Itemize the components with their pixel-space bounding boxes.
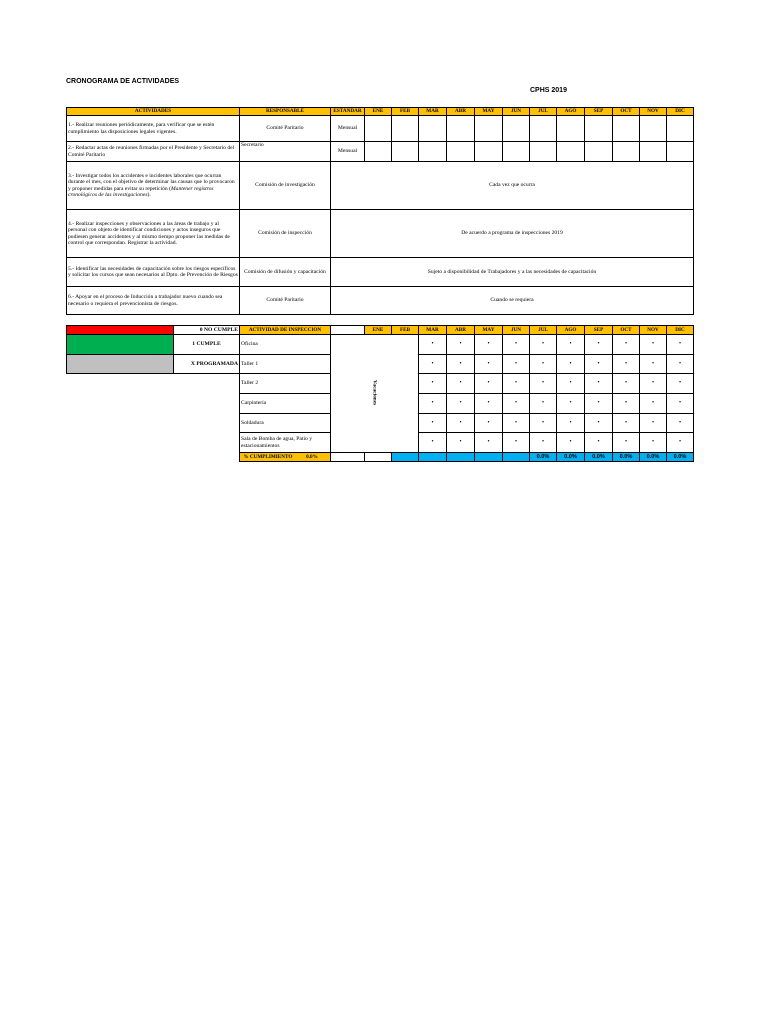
month-cell [613,142,640,162]
legend-no-cumple: 0 NO CUMPLE [174,326,240,335]
activity-text: 6.- Apoyar en el proceso de Inducción a trabajador nuevo cuando sea necesario o requiera el prevencionista de riesgos. [67,287,240,315]
area-cell: Carpintería [240,394,331,414]
pct-cell: 0.0% [585,453,613,462]
scheduled-dot: • [447,394,475,414]
header-actividades: ACTIVIDADES [67,108,240,116]
pct-cell: 0.0% [640,453,667,462]
scheduled-dot: • [613,394,640,414]
pct-cell: 0.0% [667,453,694,462]
inspection-row [67,335,694,355]
scheduled-dot: • [475,355,503,374]
scheduled-dot: • [613,414,640,433]
spacer-cell [67,394,174,414]
scheduled-dot: • [530,374,557,394]
vacation-label: Vacaciones [371,379,378,405]
header-month: MAR [419,108,447,116]
scheduled-dot: • [640,374,667,394]
month-cell [365,142,392,162]
spacer-cell [174,394,240,414]
scheduled-dot: • [613,374,640,394]
month-cell [365,116,392,142]
scheduled-dot: • [475,414,503,433]
scheduled-dot: • [640,433,667,453]
spacer-cell [174,374,240,394]
scheduled-dot: • [530,433,557,453]
cumplimiento-label [240,453,331,462]
scheduled-dot: • [530,335,557,355]
activity-text: 4.- Realizar inspecciones y observaciones a las áreas de trabajo y al personal con objeto de identificar condiciones y actos inseguros que pudiesen generar accidentes y al mismo tiempo proponer las medidas de control que correspondan. Registrar la actividad. [67,210,240,258]
scheduled-dot: • [585,335,613,355]
spacer-cell [174,453,240,462]
scheduled-dot: • [667,374,694,394]
pct-cell [419,453,447,462]
header-month: ABR [447,326,475,335]
cumplimiento-row [67,453,694,462]
month-cell [392,142,419,162]
month-cell [419,116,447,142]
activity-row [67,116,694,142]
header-month: FEB [392,108,419,116]
month-cell [585,116,613,142]
scheduled-dot: • [419,335,447,355]
cumplimiento-label-text: % CUMPLIMIENTO [243,453,293,460]
header-month: JUN [503,108,530,116]
frequency-cell: Sujeto a disponibilidad de Trabajadores y a las necesidades de capacitación [331,258,694,287]
scheduled-dot: • [503,355,530,374]
scheduled-dot: • [503,433,530,453]
scheduled-dot: • [557,374,585,394]
header-month: DIC [667,326,694,335]
area-cell: Oficina [240,335,331,355]
schedule-table [66,107,694,315]
spacer-cell [67,414,174,433]
pct-cell [447,453,475,462]
spacer-cell [331,326,365,335]
month-cell [392,116,419,142]
pct-cell [475,453,503,462]
header-month: ENE [365,326,392,335]
scheduled-dot: • [557,394,585,414]
estandar-cell: Mensual [331,116,365,142]
spacer-cell [67,453,174,462]
month-cell [447,142,475,162]
area-cell: Sala de Bomba de agua, Patio y estacionamientos [240,433,331,453]
header-month: ABR [447,108,475,116]
header-month: FEB [392,326,419,335]
responsable-cell: Comisión de inspección [240,210,331,258]
scheduled-dot: • [667,414,694,433]
pct-cell [392,453,419,462]
scheduled-dot: • [475,335,503,355]
legend-swatch-green [67,335,174,355]
header-month: JUN [503,326,530,335]
blank-cell [331,453,365,462]
month-cell [585,142,613,162]
activity-text: 5.- Identificar las necesidades de capacitación sobre los riesgos específicos y solicitar los cursos que sean necesarios al Dpto. de Prevención de Riesgos [67,258,240,287]
cphs-year-label: CPHS 2019 [530,87,567,94]
frequency-cell: Cada vez que ocurra [331,162,694,210]
scheduled-dot: • [419,374,447,394]
scheduled-dot: • [640,335,667,355]
scheduled-dot: • [557,355,585,374]
header-month: OCT [613,326,640,335]
scheduled-dot: • [667,394,694,414]
activity-text-start: 3.- Investigar todos los accidentes e incidentes laborales que ocurran durante el mes, con el objetivo de determinar las causas que lo provocaron y proponer medidas para evitar su repetición ( [68,172,235,192]
header-month: JUL [530,326,557,335]
scheduled-dot: • [585,374,613,394]
scheduled-dot: • [585,355,613,374]
scheduled-dot: • [640,394,667,414]
scheduled-dot: • [419,394,447,414]
scheduled-dot: • [447,433,475,453]
activity-row [67,258,694,287]
scheduled-dot: • [419,355,447,374]
area-cell: Taller 2 [240,374,331,394]
inspection-header-row [67,326,694,335]
area-cell: Soldadura [240,414,331,433]
frequency-cell: De acuerdo a programa de inspecciones 2019 [331,210,694,258]
header-responsable: RESPONSABLE [240,108,331,116]
pct-cell: 0.0% [613,453,640,462]
scheduled-dot: • [530,355,557,374]
scheduled-dot: • [585,414,613,433]
activity-row [67,162,694,210]
activity-row [67,142,694,162]
scheduled-dot: • [419,433,447,453]
month-cell [640,116,667,142]
header-month: AGO [557,326,585,335]
spacer-cell [67,433,174,453]
header-month: ENE [365,108,392,116]
scheduled-dot: • [447,374,475,394]
activity-text [67,162,240,210]
scheduled-dot: • [640,414,667,433]
activity-row [67,287,694,315]
inspection-table [66,325,694,462]
pct-cell: 0.0% [530,453,557,462]
scheduled-dot: • [530,394,557,414]
month-cell [667,142,694,162]
scheduled-dot: • [667,355,694,374]
scheduled-dot: • [503,374,530,394]
responsable-cell: Comisión de investigación [240,162,331,210]
spacer-cell [67,374,174,394]
scheduled-dot: • [613,433,640,453]
activity-text: 1.- Realizar reuniones periódicamente, para verificar que se estén cumplimiento las disposiciones legales vigentes. [67,116,240,142]
month-cell [419,142,447,162]
scheduled-dot: • [585,394,613,414]
pct-cell [503,453,530,462]
legend-swatch-grey [67,355,174,374]
scheduled-dot: • [447,335,475,355]
cumplimiento-total: 0.0% [306,453,318,460]
spacer-cell [174,433,240,453]
month-cell [530,116,557,142]
scheduled-dot: • [557,414,585,433]
activity-row [67,210,694,258]
scheduled-dot: • [447,355,475,374]
responsable-cell: Comité Paritario [240,287,331,315]
month-cell [475,116,503,142]
pct-cell: 0.0% [557,453,585,462]
activity-text: 2.- Redactar actas de reuniones firmadas por el Presidente y Secretario del Comité Paritario [67,142,240,162]
scheduled-dot: • [640,355,667,374]
header-month: NOV [640,108,667,116]
scheduled-dot: • [613,355,640,374]
month-cell [475,142,503,162]
header-actividad-inspeccion: ACTIVIDAD DE INSPECCION [240,326,331,335]
scheduled-dot: • [557,335,585,355]
scheduled-dot: • [667,433,694,453]
area-cell: Taller 1 [240,355,331,374]
header-month: JUL [530,108,557,116]
month-cell [503,142,530,162]
header-month: DIC [667,108,694,116]
scheduled-dot: • [613,335,640,355]
month-cell [640,142,667,162]
scheduled-dot: • [475,433,503,453]
vacation-cell [331,335,419,453]
responsable-cell: Secretario [240,142,331,162]
scheduled-dot: • [475,394,503,414]
header-estandar: ESTANDAR [331,108,365,116]
page-title: CRONOGRAMA DE ACTIVIDADES [66,78,180,85]
month-cell [503,116,530,142]
scheduled-dot: • [475,374,503,394]
header-month: OCT [613,108,640,116]
month-cell [613,116,640,142]
header-month: NOV [640,326,667,335]
activity-text-italic: Mantener registros cronológicos de las investigaciones [68,185,214,198]
responsable-cell: Comisión de difusión y capacitación [240,258,331,287]
header-month: MAR [419,326,447,335]
blank-cell [365,453,392,462]
scheduled-dot: • [530,414,557,433]
month-cell [667,116,694,142]
spacer-cell [174,414,240,433]
scheduled-dot: • [503,335,530,355]
legend-cumple: 1 CUMPLE [174,335,240,355]
schedule-header-row [67,108,694,116]
scheduled-dot: • [503,414,530,433]
scheduled-dot: • [585,433,613,453]
month-cell [557,142,585,162]
activity-text-end: ). [147,191,151,198]
month-cell [557,116,585,142]
responsable-cell: Comité Paritario [240,116,331,142]
legend-programada: X PROGRAMADA [174,355,240,374]
header-month: SEP [585,108,613,116]
header-month: SEP [585,326,613,335]
month-cell [447,116,475,142]
estandar-cell: Mensual [331,142,365,162]
scheduled-dot: • [503,394,530,414]
header-month: MAY [475,326,503,335]
scheduled-dot: • [419,414,447,433]
scheduled-dot: • [447,414,475,433]
header-month: AGO [557,108,585,116]
header-month: MAY [475,108,503,116]
legend-swatch-red [67,326,174,335]
scheduled-dot: • [667,335,694,355]
frequency-cell: Cuando se requiera [331,287,694,315]
scheduled-dot: • [557,433,585,453]
month-cell [530,142,557,162]
